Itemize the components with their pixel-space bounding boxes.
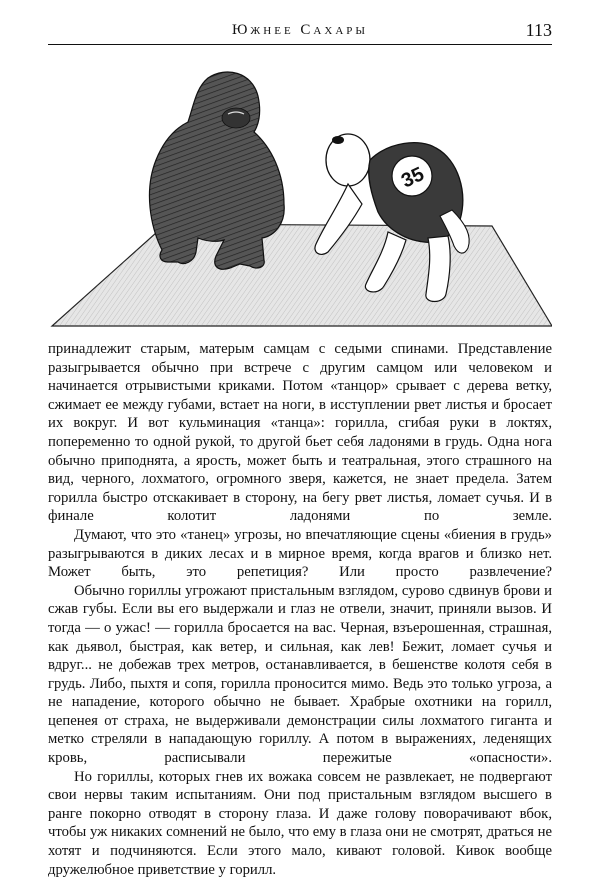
paragraph: принадлежит старым, матерым самцам с седыми спинами. Представление разыгрывается обычно при встрече с другим самцом или человеком и начинается отрывистыми криками. Потом «танцор» срывает с дерева ветку, сжимает ее между губами, встает на ноги, в исступлении рвет листья и бросает их вокруг. И вот кульминация «танца»: горилла, сгибая руки в локтях, попеременно то одной рукой, то другой бьет себя ладонями в грудь. Одна нога обычно приподнята, а ярость, может быть и театральная, этого страшного на вид, черного, лохматого, огромного зверя, кажется, не знает предела. Затем горилла быстро отскакивает в сторону, на бегу рвет листья, ломает сучья. И в финале колотит ладонями по земле. xyxy=(48,341,552,525)
page-number: 113 xyxy=(525,20,552,40)
paragraph: Но гориллы, которых гнев их вожака совсем не развлекает, не подвергают свои нервы таким испытаниям. Они под пристальным взглядом высшего в ранге покорно отводят в сторону глаза. И даже голову поворачивают вбок, чтобы уж никаких сомнений не было, что ему в глаза они не смотрят, драться не хотят и подчиняются. Если этого мало, кивают головой. Кивок вообще дружелюбное приветствие у горилл. xyxy=(48,768,552,878)
stage-floor-shading xyxy=(52,224,552,326)
gorilla-illustration xyxy=(48,56,552,336)
paragraph: Обычно гориллы угрожают пристальным взглядом, сурово сдвинув брови и сжав губы. Если вы его выдержали и глаз не отвели, значит, приняли вызов. И тогда — о ужас! — горилла бросается на вас. Черная, взъерошенная, страшная, как дьявол, быстрая, как ветер, и сильная, как лев! Бежит, ломает сучья и вдруг... не добежав трех метров, останавливается, в бешенстве колотя себя в грудь. Либо, пыхтя и сопя, горилла проносится мимо. Ведь это только угроза, а не нападение, которого обычно не бывает. Храбрые охотники на горилл, цепенея от страха, не выдерживали демонстрации силы лохматого гиганта и метко стреляли в нападающую гориллу. А потом в выражениях, леденящих кровь, расписывали пережитые «опасности». xyxy=(48,582,552,767)
paragraph: Думают, что это «танец» угрозы, но впечатляющие сцены «биения в грудь» разыгрываются в диких лесах и в мирное время, когда врагов и близко нет. Может быть, это репетиция? Или просто развлечение? xyxy=(48,526,552,581)
header-rule xyxy=(48,44,552,45)
main-text xyxy=(48,340,552,879)
running-title: Южнее Сахары xyxy=(232,22,368,38)
jersey-number: 35 xyxy=(398,163,428,193)
page-header xyxy=(48,18,552,42)
